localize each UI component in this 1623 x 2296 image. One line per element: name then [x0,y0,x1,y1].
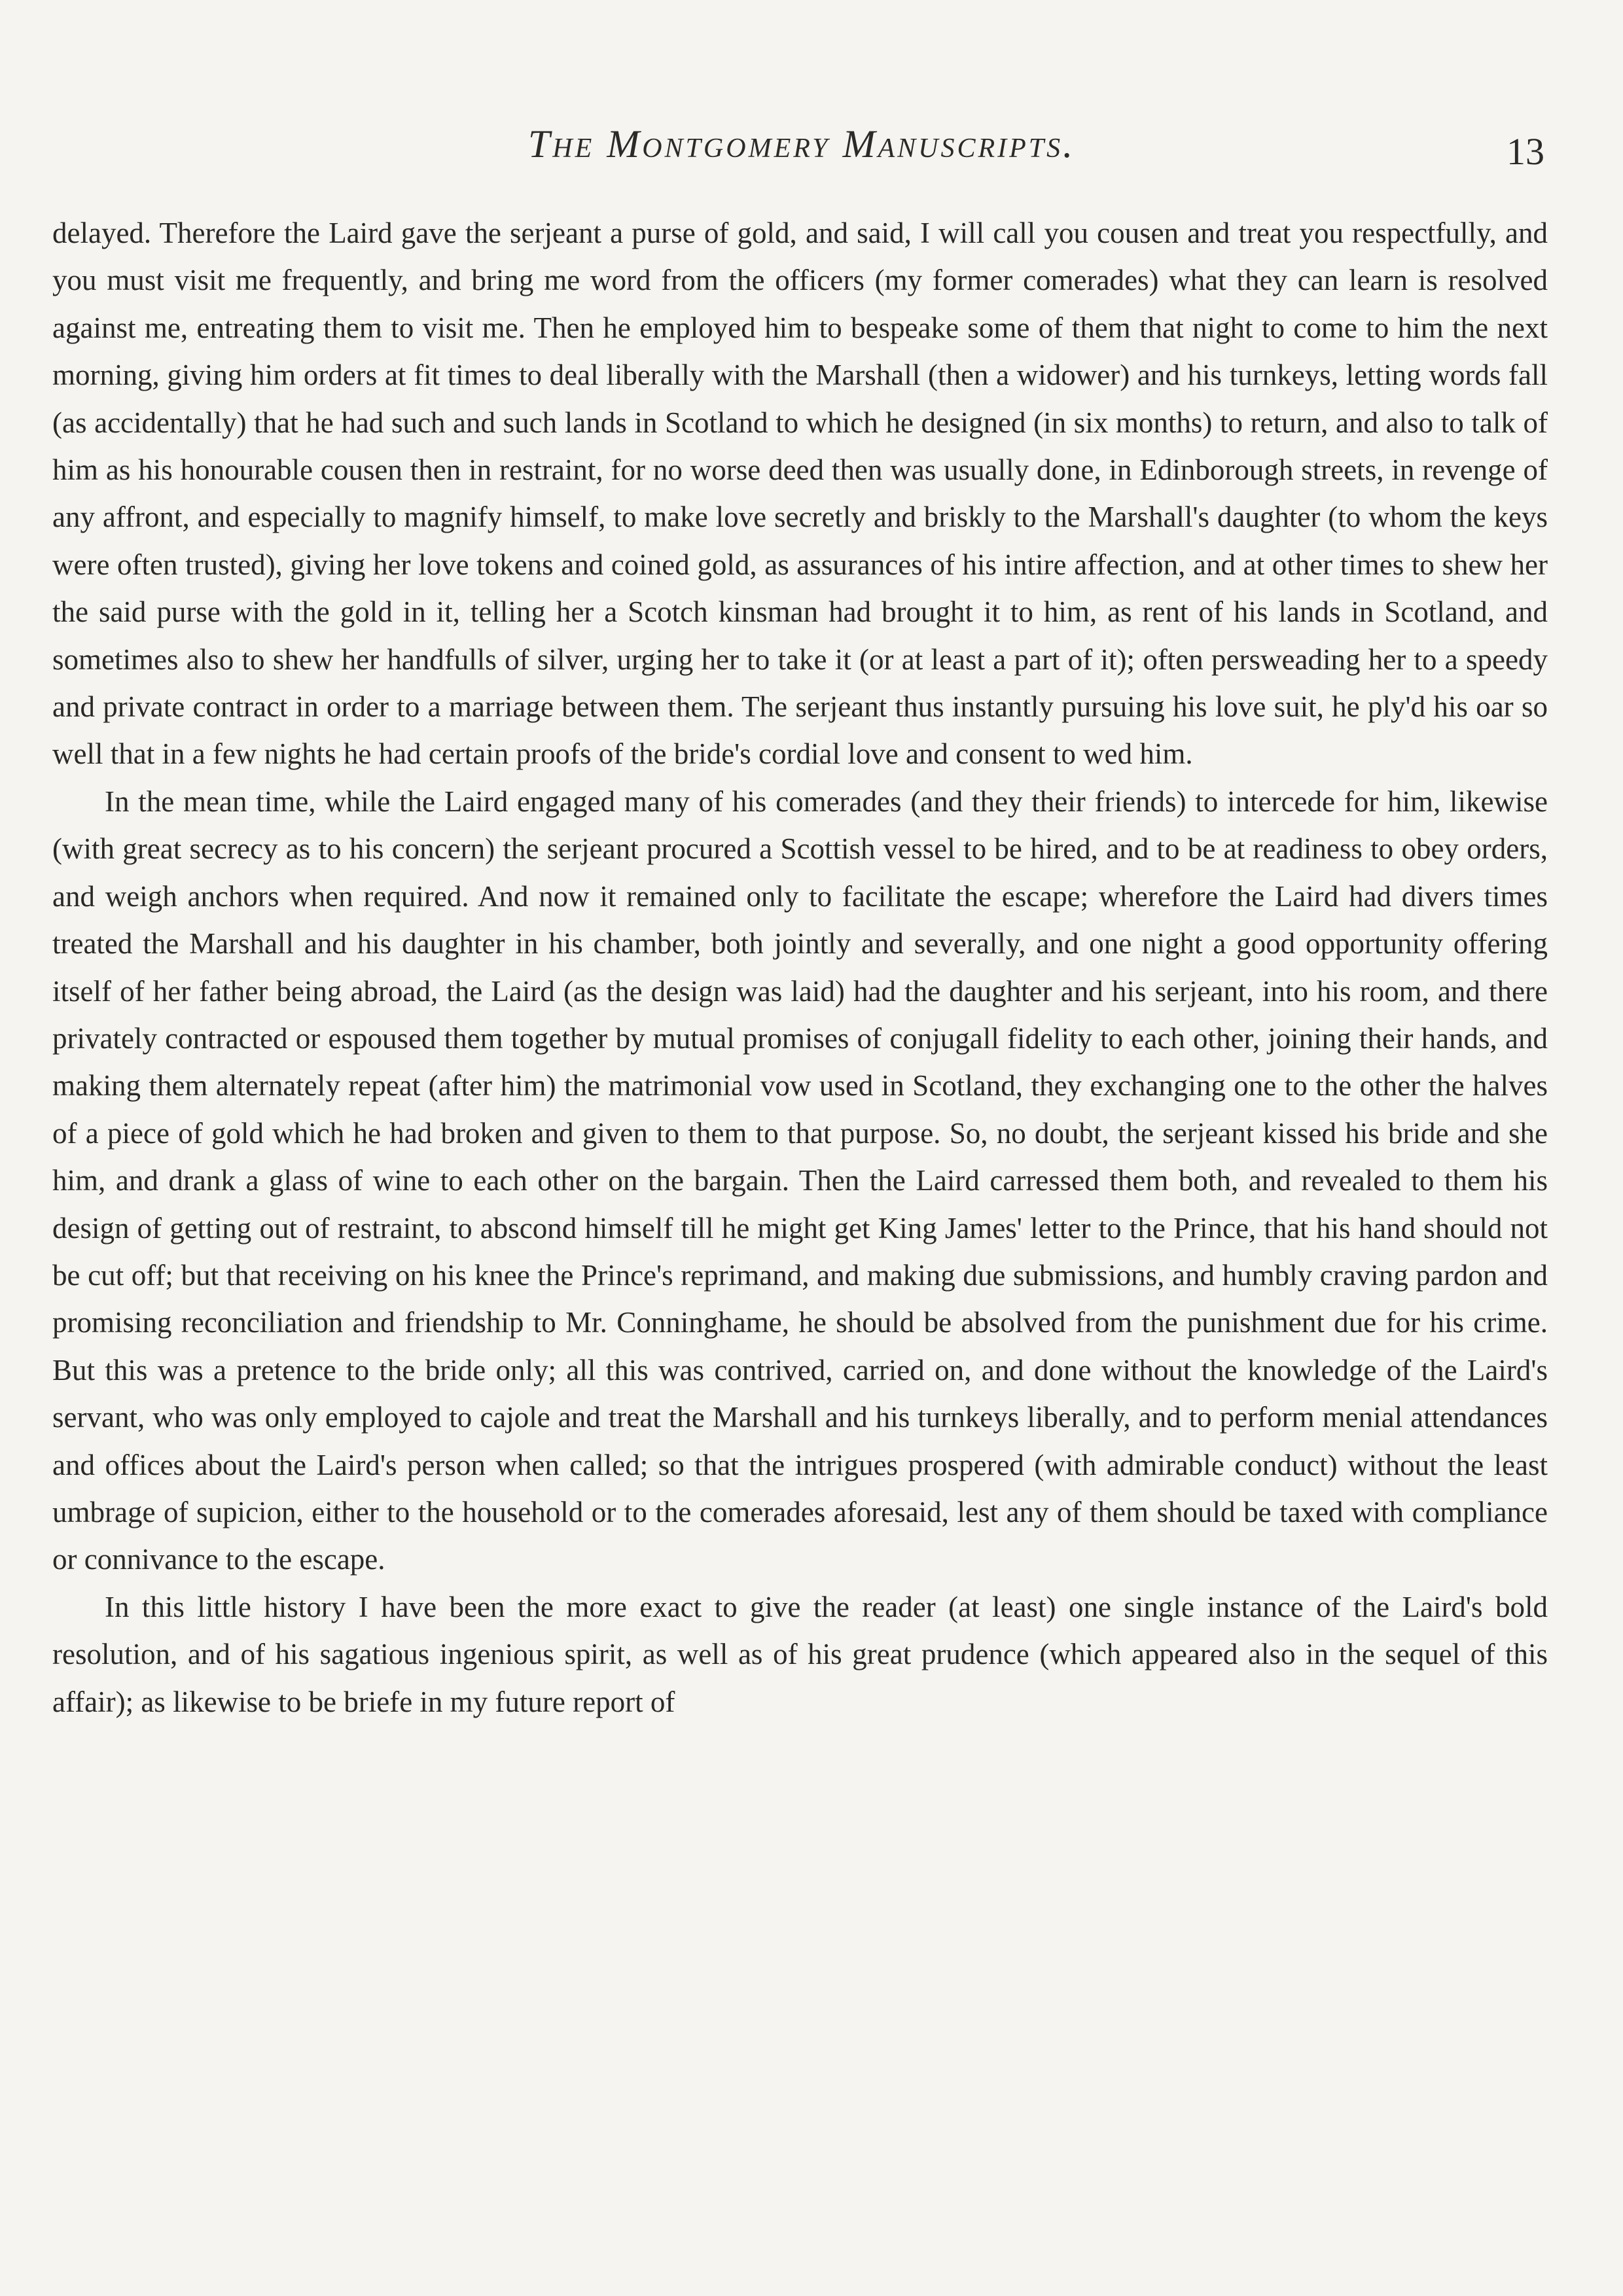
text-body [52,209,1548,1725]
page-number: 13 [1507,130,1544,173]
paragraph-1: delayed. Therefore the Laird gave the serjeant a purse of gold, and said, I will call you cousen and treat you respectfully, and you must visit me frequently, and bring me word from the officers (my former comerades) what they can learn is resolved against me, entreating them to visit me. Then he employed him to bespeake some of them that night to come to him the next morning, giving him orders at fit times to deal liberally with the Marshall (then a widower) and his turnkeys, letting words fall (as accidentally) that he had such and such lands in Scotland to which he designed (in six months) to return, and also to talk of him as his honourable cousen then in restraint, for no worse deed then was usually done, in Edinborough streets, in revenge of any affront, and especially to magnify himself, to make love secretly and briskly to the Marshall's daughter (to whom the keys were often trusted), giving her love tokens and coined gold, as assurances of his intire affection, and at other times to shew her the said purse with the gold in it, telling her a Scotch kinsman had brought it to him, as rent of his lands in Scotland, and sometimes also to shew her handfulls of silver, urging her to take it (or at least a part of it); often persweading her to a speedy and private contract in order to a marriage between them. The serjeant thus instantly pursuing his love suit, he ply'd his oar so well that in a few nights he had certain proofs of the bride's cordial love and consent to wed him. [52,217,1548,771]
running-title: The Montgomery Manuscripts. [527,122,1076,166]
paragraph-3: In this little history I have been the more exact to give the reader (at least) one single instance of the Laird's bold resolution, and of his sagatious ingenious spirit, as well as of his great prudence (which appeared also in the sequel of this affair); as likewise to be briefe in my future report of [52,1590,1548,1718]
page-header [52,115,1551,193]
paragraph-2: In the mean time, while the Laird engaged many of his comerades (and they their friends) to intercede for him, likewise (with great secrecy as to his concern) the serjeant procured a Scottish vessel to be hired, and to be at readiness to obey orders, and weigh anchors when required. And now it remained only to facilitate the escape; wherefore the Laird had divers times treated the Marshall and his daughter in his chamber, both jointly and severally, and one night a good opportunity offering itself of her father being abroad, the Laird (as the design was laid) had the daughter and his serjeant, into his room, and there privately contracted or espoused them together by mutual promises of conjugall fidelity to each other, joining their hands, and making them alternately repeat (after him) the matrimonial vow used in Scotland, they exchanging one to the other the halves of a piece of gold which he had broken and given to them to that purpose. So, no doubt, the serjeant kissed his bride and she him, and drank a glass of wine to each other on the bargain. Then the Laird carressed them both, and revealed to them his design of getting out of restraint, to abscond himself till he might get King James' letter to the Prince, that his hand should not be cut off; but that receiving on his knee the Prince's reprimand, and making due submissions, and humbly craving pardon and promising reconciliation and friendship to Mr. Conninghame, he should be absolved from the punishment due for his crime. But this was a pretence to the bride only; all this was contrived, carried on, and done without the knowledge of the Laird's servant, who was only employed to cajole and treat the Marshall and his turnkeys liberally, and to perform menial attendances and offices about the Laird's person when called; so that the intrigues prospered (with admirable conduct) without the least umbrage of supicion, either to the household or to the comerades aforesaid, lest any of them should be taxed with compliance or connivance to the escape. [52,785,1548,1576]
